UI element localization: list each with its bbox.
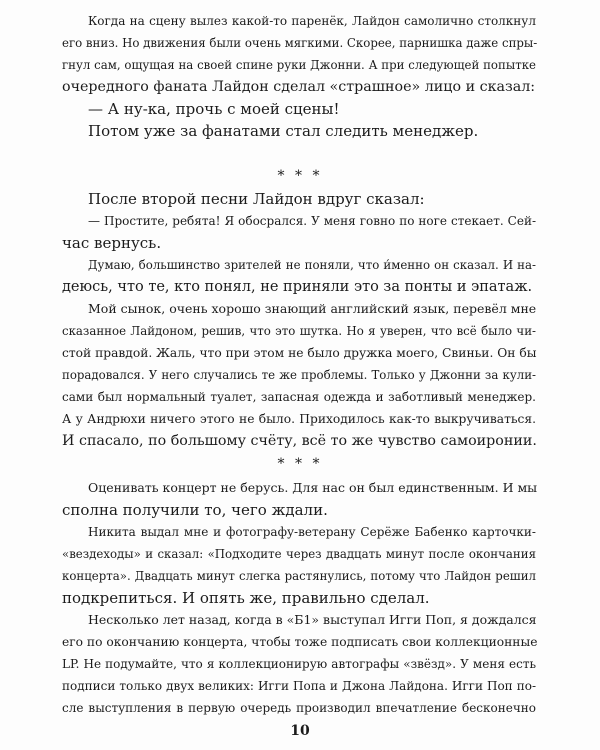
text-line: порадовался. У него случались те же проблемы. Только у Джонни за кули- xyxy=(62,368,536,382)
text-line: Потом уже за фанатами стал следить менеджер. xyxy=(88,122,479,140)
text-line: «вездеходы» и сказал: «Подходите через двадцать минут после окончания xyxy=(62,547,536,561)
text-line: И спасало, по большому счёту, всё то же чувство самоиронии. xyxy=(62,433,537,449)
text-line: Думаю, большинство зрителей не поняли, что и́менно он сказал. И на- xyxy=(88,258,536,272)
text-line: Никита выдал мне и фотографу-ветерану Серёже Бабенко карточки- xyxy=(88,525,536,539)
text-line: LP. Не подумайте, что я коллекционирую автографы «звёзд». У меня есть xyxy=(62,657,536,671)
text-line: концерта». Двадцать минут слегка растянулись, потому что Лайдон решил xyxy=(62,569,536,583)
text-line: сле выступления в первую очередь производил впечатление бесконечно xyxy=(62,701,536,715)
text-line: его по окончанию концерта, чтобы тоже подписать свои коллекционные xyxy=(62,635,538,649)
text-line: подкрепиться. И опять же, правильно сделал. xyxy=(62,589,430,607)
section-2-text xyxy=(62,188,536,452)
text-line: сами был нормальный туалет, запасная одежда и заботливый менеджер. xyxy=(62,390,536,404)
text-line: его вниз. Но движения были очень мягкими. Скорее, парнишка даже спры- xyxy=(62,36,538,50)
section-3-text xyxy=(62,477,536,719)
text-line: гнул сам, ощущая на своей спине руки Джонни. А при следующей попытке xyxy=(62,58,536,72)
text-line: Несколько лет назад, когда в «Б1» выступал Игги Поп, я дождался xyxy=(88,612,537,627)
text-line: сполна получили то, чего ждали. xyxy=(62,501,328,519)
text-line: Оценивать концерт не берусь. Для нас он был единственным. И мы xyxy=(88,480,538,495)
text-line: Мой сынок, очень хорошо знающий английский язык, перевёл мне xyxy=(88,301,537,316)
text-line: час вернусь. xyxy=(62,234,162,252)
text-line: — А ну-ка, прочь с моей сцены! xyxy=(88,100,340,118)
section-separator-2: * * * xyxy=(277,456,323,472)
text-line: стой правдой. Жаль, что при этом не было дружка моего, Свиньи. Он бы xyxy=(62,346,537,360)
text-line: деюсь, что те, кто понял, не приняли это за понты и эпатаж. xyxy=(62,279,533,295)
text-line: очередного фаната Лайдон сделал «страшное» лицо и сказал: xyxy=(62,79,536,95)
text-line: сказанное Лайдоном, решив, что это шутка. Но я уверен, что всё было чи- xyxy=(62,324,536,338)
text-line: — Простите, ребята! Я обосрался. У меня говно по ноге стекает. Сей- xyxy=(88,214,536,228)
text-line: Когда на сцену вылез какой-то паренёк, Лайдон самолично столкнул xyxy=(88,14,536,28)
text-line: После второй песни Лайдон вдруг сказал: xyxy=(88,190,425,208)
text-line: подписи только двух великих: Игги Попа и Джона Лайдона. Игги Поп по- xyxy=(62,679,536,693)
text-line: А у Андрюхи ничего этого не было. Приходилось как-то выкручиваться. xyxy=(62,412,536,426)
page-number: 10 xyxy=(290,723,310,739)
section-separator-1: * * * xyxy=(277,168,323,184)
section-1-text xyxy=(62,10,536,142)
